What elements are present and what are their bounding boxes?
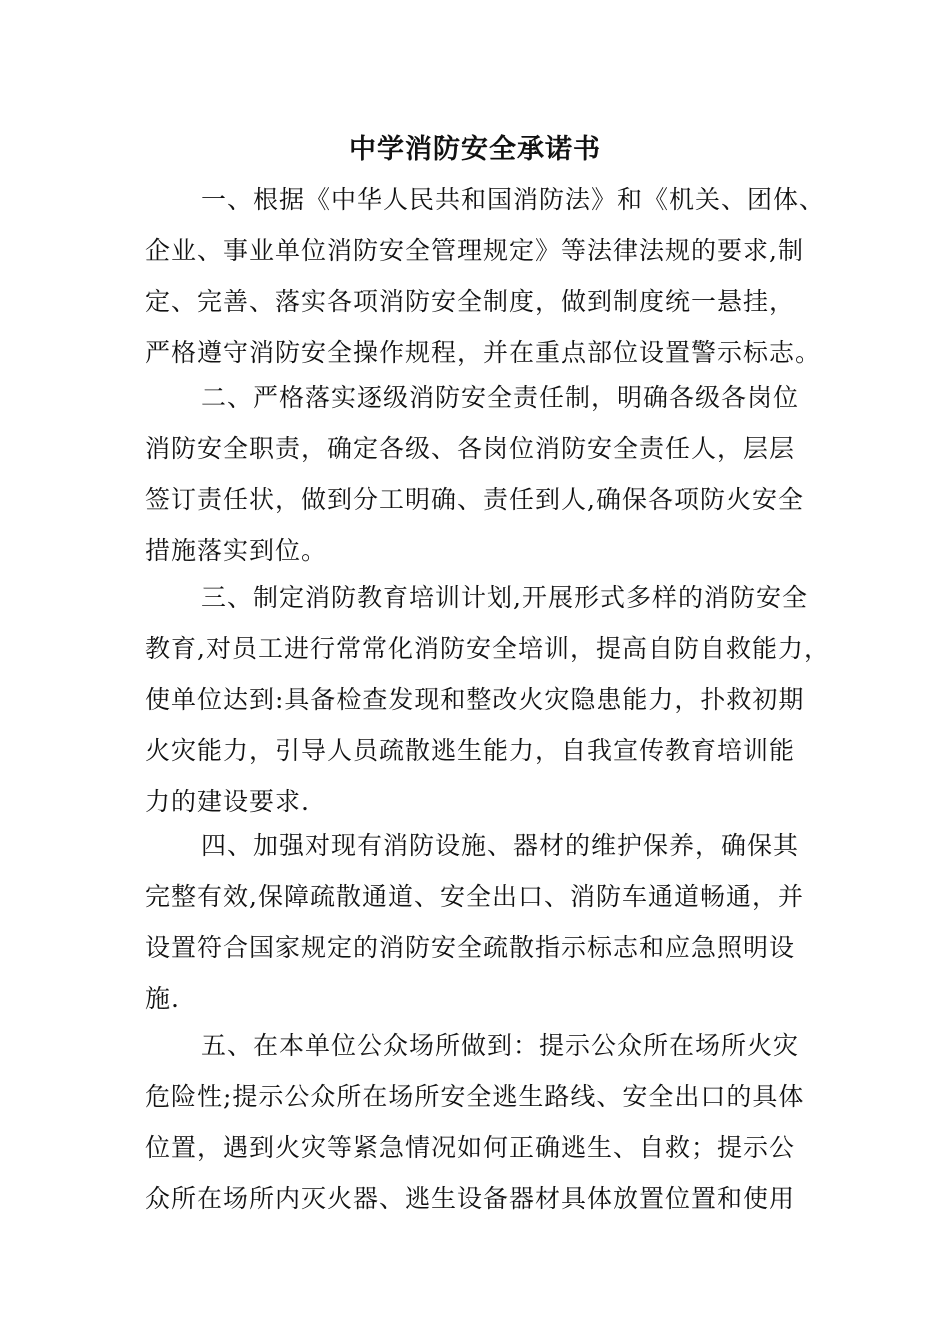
paragraph-line: 教育,对员工进行常常化消防安全培训，提高自防自救能力，: [145, 634, 830, 663]
paragraph-line: 三、制定消防教育培训计划,开展形式多样的消防安全: [201, 583, 808, 612]
paragraph-line: 完整有效,保障疏散通道、安全出口、消防车通道畅通，并: [145, 882, 804, 911]
paragraph-line: 众所在场所内灭火器、逃生设备器材具体放置位置和使用: [145, 1184, 796, 1213]
paragraph-5: [145, 1020, 817, 1224]
paragraph-line: 五、在本单位公众场所做到：提示公众所在场所火灾: [201, 1031, 800, 1060]
paragraph-line: 措施落实到位。: [145, 536, 328, 565]
paragraph-line: 危险性;提示公众所在场所安全逃生路线、安全出口的具体: [145, 1082, 805, 1111]
paragraph-line: 签订责任状，做到分工明确、责任到人,确保各项防火安全: [145, 485, 804, 514]
paragraph-line: 设置符合国家规定的消防安全疏散指示标志和应急照明设: [145, 933, 796, 962]
paragraph-line: 使单位达到:具备检查发现和整改火灾隐患能力，扑救初期: [145, 685, 805, 714]
paragraph-line: 力的建设要求.: [145, 787, 310, 816]
paragraph-2: [145, 372, 817, 576]
paragraph-line: 定、完善、落实各项消防安全制度，做到制度统一悬挂，: [145, 287, 796, 316]
paragraph-line: 位置，遇到火灾等紧急情况如何正确逃生、自救；提示公: [145, 1133, 796, 1162]
paragraph-line: 企业、事业单位消防安全管理规定》等法律法规的要求,制: [145, 236, 804, 265]
paragraph-line: 火灾能力，引导人员疏散逃生能力，自我宣传教育培训能: [145, 736, 796, 765]
document-title: 中学消防安全承诺书: [349, 134, 601, 165]
paragraph-line: 二、严格落实逐级消防安全责任制，明确各级各岗位: [201, 383, 800, 412]
paragraph-4: [145, 820, 817, 1024]
paragraph-line: 施.: [145, 984, 180, 1013]
paragraph-1: [145, 174, 826, 378]
paragraph-line: 严格遵守消防安全操作规程，并在重点部位设置警示标志。: [145, 338, 822, 367]
paragraph-line: 四、加强对现有消防设施、器材的维护保养，确保其: [201, 831, 800, 860]
paragraph-line: 一、根据《中华人民共和国消防法》和《机关、团体、: [201, 185, 826, 214]
paragraph-line: 消防安全职责，确定各级、各岗位消防安全责任人，层层: [145, 434, 796, 463]
paragraph-3: [145, 572, 830, 827]
